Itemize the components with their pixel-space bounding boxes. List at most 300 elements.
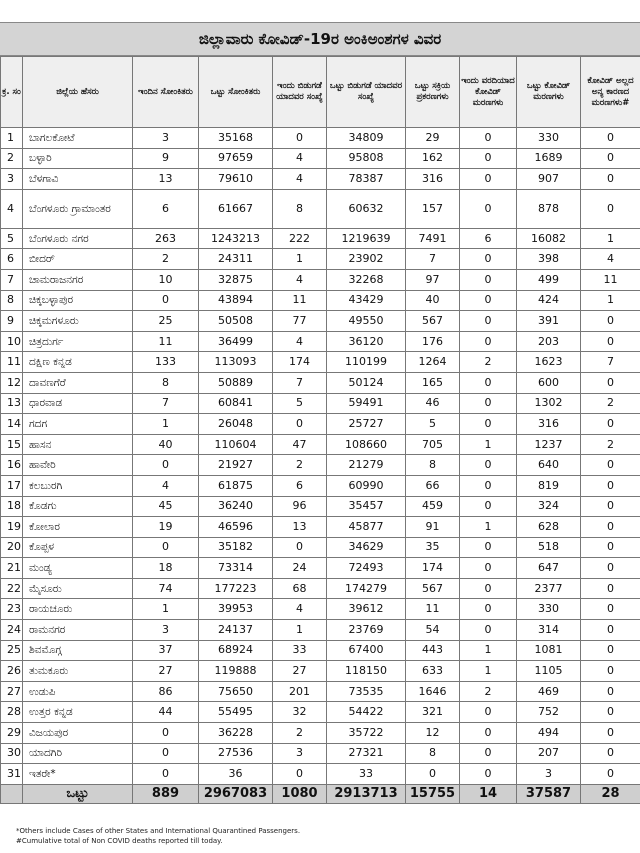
table-row [1,128,640,149]
district-name-cell: ಹಾಸನ [23,434,133,455]
serial-number-cell: 21 [1,558,23,579]
value-cell: 25 [133,311,199,332]
value-cell: 23902 [327,249,406,270]
value-cell: 0 [581,620,640,641]
district-name-cell: ಕೋಲಾರ [23,517,133,538]
value-cell: 18 [133,558,199,579]
column-header: ಜಿಲ್ಲೆಯ ಹೆಸರು [23,57,133,128]
value-cell: 47 [273,434,327,455]
value-cell: 1689 [517,148,581,169]
value-cell: 2 [273,455,327,476]
district-name-cell: ಮೈಸೂರು [23,578,133,599]
table-row [1,537,640,558]
value-cell: 4 [581,249,640,270]
value-cell: 33 [327,764,406,785]
value-cell: 0 [581,578,640,599]
table-row [1,620,640,641]
value-cell: 0 [133,743,199,764]
value-cell: 36499 [199,331,273,352]
value-cell: 39953 [199,599,273,620]
value-cell: 0 [581,681,640,702]
value-cell: 3 [133,128,199,149]
district-name-cell: ಯಾದಗಿರಿ [23,743,133,764]
value-cell: 1 [133,414,199,435]
value-cell: 0 [581,169,640,190]
footnotes [16,826,300,846]
value-cell: 1264 [406,352,460,373]
column-header: ಕೋವಿಡ್ ಅಲ್ಲದ ಅನ್ಯ ಕಾರಣದ ಮರಣಗಳು# [581,57,640,128]
value-cell: 97 [406,269,460,290]
value-cell: 0 [460,169,517,190]
district-name-cell: ರಾಯಚೂರು [23,599,133,620]
value-cell: 0 [460,372,517,393]
value-cell: 21279 [327,455,406,476]
serial-number-cell: 8 [1,290,23,311]
value-cell: 0 [581,189,640,228]
value-cell: 50508 [199,311,273,332]
total-sl-cell [1,784,23,803]
table-row [1,148,640,169]
value-cell: 6 [460,228,517,249]
table-row [1,702,640,723]
value-cell: 79610 [199,169,273,190]
value-cell: 1302 [517,393,581,414]
table-row [1,372,640,393]
column-header: ಒಟ್ಟು ಕೋವಿಡ್ ಮರಣಗಳು [517,57,581,128]
value-cell: 77 [273,311,327,332]
district-name-cell: ಬಾಗಲಕೋಟೆ [23,128,133,149]
value-cell: 0 [460,496,517,517]
value-cell: 8 [406,455,460,476]
value-cell: 59491 [327,393,406,414]
value-cell: 61667 [199,189,273,228]
serial-number-cell: 23 [1,599,23,620]
serial-number-cell: 18 [1,496,23,517]
total-cell: 2913713 [327,784,406,803]
table-row [1,434,640,455]
value-cell: 7 [133,393,199,414]
district-name-cell: ಧಾರವಾಡ [23,393,133,414]
total-cell: 2967083 [199,784,273,803]
value-cell: 7491 [406,228,460,249]
value-cell: 43894 [199,290,273,311]
value-cell: 222 [273,228,327,249]
value-cell: 330 [517,599,581,620]
value-cell: 96 [273,496,327,517]
value-cell: 2 [581,434,640,455]
value-cell: 11 [581,269,640,290]
value-cell: 0 [581,764,640,785]
total-cell: 1080 [273,784,327,803]
value-cell: 110604 [199,434,273,455]
serial-number-cell: 5 [1,228,23,249]
value-cell: 316 [406,169,460,190]
value-cell: 567 [406,578,460,599]
value-cell: 24 [273,558,327,579]
value-cell: 27 [273,661,327,682]
value-cell: 16082 [517,228,581,249]
value-cell: 44 [133,702,199,723]
value-cell: 0 [581,640,640,661]
total-label: ಒಟ್ಟು [23,784,133,803]
value-cell: 24311 [199,249,273,270]
report-title: ಜಿಲ್ಲಾವಾರು ಕೋವಿಡ್-19ರ ಅಂಕಿಅಂಶಗಳ ವಿವರ [0,22,640,56]
table-row [1,228,640,249]
table-row [1,455,640,476]
value-cell: 0 [581,455,640,476]
table-row [1,496,640,517]
table-row [1,578,640,599]
value-cell: 10 [133,269,199,290]
table-row [1,290,640,311]
value-cell: 86 [133,681,199,702]
value-cell: 40 [406,290,460,311]
total-cell: 15755 [406,784,460,803]
column-header: ಒಟ್ಟು ಸಕ್ರಿಯ ಪ್ರಕರಣಗಳು [406,57,460,128]
value-cell: 2 [133,249,199,270]
value-cell: 0 [273,414,327,435]
value-cell: 0 [460,702,517,723]
value-cell: 424 [517,290,581,311]
value-cell: 391 [517,311,581,332]
serial-number-cell: 19 [1,517,23,538]
district-name-cell: ವಿಜಯಪುರ [23,723,133,744]
value-cell: 174279 [327,578,406,599]
value-cell: 2 [460,352,517,373]
value-cell: 91 [406,517,460,538]
value-cell: 203 [517,331,581,352]
value-cell: 0 [133,455,199,476]
value-cell: 119888 [199,661,273,682]
value-cell: 0 [460,558,517,579]
value-cell: 5 [273,393,327,414]
serial-number-cell: 16 [1,455,23,476]
value-cell: 174 [406,558,460,579]
value-cell: 0 [460,393,517,414]
value-cell: 1 [273,249,327,270]
district-name-cell: ಬೆಳಗಾವಿ [23,169,133,190]
serial-number-cell: 1 [1,128,23,149]
value-cell: 2377 [517,578,581,599]
value-cell: 752 [517,702,581,723]
value-cell: 907 [517,169,581,190]
column-header: ಇಂದಿನ ಸೋಂಕಿತರು [133,57,199,128]
district-name-cell: ಉಡುಪಿ [23,681,133,702]
value-cell: 27536 [199,743,273,764]
serial-number-cell: 25 [1,640,23,661]
value-cell: 34809 [327,128,406,149]
value-cell: 0 [581,558,640,579]
value-cell: 7 [273,372,327,393]
serial-number-cell: 26 [1,661,23,682]
value-cell: 73314 [199,558,273,579]
value-cell: 459 [406,496,460,517]
serial-number-cell: 17 [1,475,23,496]
district-name-cell: ಗದಗ [23,414,133,435]
serial-number-cell: 27 [1,681,23,702]
value-cell: 0 [460,269,517,290]
value-cell: 72493 [327,558,406,579]
table-row [1,414,640,435]
value-cell: 0 [133,290,199,311]
value-cell: 5 [406,414,460,435]
value-cell: 45 [133,496,199,517]
value-cell: 40 [133,434,199,455]
value-cell: 263 [133,228,199,249]
district-name-cell: ಬೆಂಗಳೂರು ಗ್ರಾಮಾಂತರ [23,189,133,228]
district-name-cell: ಉತ್ತರ ಕನ್ನಡ [23,702,133,723]
table-row [1,352,640,373]
value-cell: 35182 [199,537,273,558]
serial-number-cell: 11 [1,352,23,373]
value-cell: 177223 [199,578,273,599]
value-cell: 133 [133,352,199,373]
value-cell: 54 [406,620,460,641]
serial-number-cell: 29 [1,723,23,744]
table-row [1,393,640,414]
value-cell: 174 [273,352,327,373]
footnote-non-covid: #Cumulative total of Non COVID deaths reported till today. [16,837,223,845]
value-cell: 0 [581,661,640,682]
value-cell: 13 [133,169,199,190]
value-cell: 0 [460,537,517,558]
value-cell: 1646 [406,681,460,702]
value-cell: 95808 [327,148,406,169]
value-cell: 45877 [327,517,406,538]
value-cell: 78387 [327,169,406,190]
value-cell: 11 [406,599,460,620]
value-cell: 157 [406,189,460,228]
value-cell: 55495 [199,702,273,723]
serial-number-cell: 2 [1,148,23,169]
value-cell: 11 [133,331,199,352]
value-cell: 647 [517,558,581,579]
value-cell: 0 [581,311,640,332]
value-cell: 0 [133,537,199,558]
value-cell: 2 [273,723,327,744]
column-header: ಒಟ್ಟು ಸೋಂಕಿತರು [199,57,273,128]
value-cell: 633 [406,661,460,682]
total-cell: 28 [581,784,640,803]
value-cell: 8 [273,189,327,228]
table-row [1,311,640,332]
value-cell: 0 [406,764,460,785]
value-cell: 321 [406,702,460,723]
value-cell: 60990 [327,475,406,496]
value-cell: 1 [581,290,640,311]
serial-number-cell: 20 [1,537,23,558]
value-cell: 33 [273,640,327,661]
table-row [1,764,640,785]
value-cell: 66 [406,475,460,496]
value-cell: 0 [581,723,640,744]
column-header: ಇಂದು ಬಿಡುಗಡೆ ಯಾದವರ ಸಂಖ್ಯೆ [273,57,327,128]
serial-number-cell: 7 [1,269,23,290]
value-cell: 3 [273,743,327,764]
value-cell: 494 [517,723,581,744]
table-row [1,723,640,744]
value-cell: 26048 [199,414,273,435]
value-cell: 50124 [327,372,406,393]
district-name-cell: ಹಾವೇರಿ [23,455,133,476]
value-cell: 1 [460,517,517,538]
table-row [1,475,640,496]
value-cell: 1 [460,661,517,682]
value-cell: 0 [460,189,517,228]
serial-number-cell: 22 [1,578,23,599]
value-cell: 3 [133,620,199,641]
value-cell: 0 [273,537,327,558]
district-name-cell: ದಕ್ಷಿಣ ಕನ್ನಡ [23,352,133,373]
value-cell: 36120 [327,331,406,352]
table-row [1,169,640,190]
value-cell: 36 [199,764,273,785]
total-cell: 37587 [517,784,581,803]
value-cell: 11 [273,290,327,311]
value-cell: 9 [133,148,199,169]
serial-number-cell: 12 [1,372,23,393]
district-name-cell: ಕಲಬುರಗಿ [23,475,133,496]
value-cell: 1243213 [199,228,273,249]
value-cell: 4 [273,269,327,290]
value-cell: 819 [517,475,581,496]
value-cell: 113093 [199,352,273,373]
value-cell: 162 [406,148,460,169]
value-cell: 0 [460,599,517,620]
value-cell: 36228 [199,723,273,744]
value-cell: 324 [517,496,581,517]
value-cell: 110199 [327,352,406,373]
value-cell: 0 [460,290,517,311]
value-cell: 314 [517,620,581,641]
value-cell: 118150 [327,661,406,682]
value-cell: 1 [273,620,327,641]
value-cell: 49550 [327,311,406,332]
value-cell: 0 [581,475,640,496]
value-cell: 398 [517,249,581,270]
value-cell: 0 [460,723,517,744]
value-cell: 7 [406,249,460,270]
district-name-cell: ಚಿತ್ರದುರ್ಗ [23,331,133,352]
serial-number-cell: 3 [1,169,23,190]
district-name-cell: ತುಮಕೂರು [23,661,133,682]
value-cell: 50889 [199,372,273,393]
district-stats-table [0,56,640,804]
value-cell: 0 [460,620,517,641]
value-cell: 0 [133,764,199,785]
column-header: ಕ್ರ. ಸಂ [1,57,23,128]
value-cell: 316 [517,414,581,435]
value-cell: 878 [517,189,581,228]
district-name-cell: ದಾವಣಗೆರೆ [23,372,133,393]
value-cell: 0 [581,128,640,149]
value-cell: 54422 [327,702,406,723]
value-cell: 36240 [199,496,273,517]
value-cell: 12 [406,723,460,744]
value-cell: 600 [517,372,581,393]
value-cell: 2 [581,393,640,414]
serial-number-cell: 30 [1,743,23,764]
district-name-cell: ಬೆಂಗಳೂರು ನಗರ [23,228,133,249]
district-name-cell: ರಾಮನಗರ [23,620,133,641]
table-row [1,558,640,579]
value-cell: 628 [517,517,581,538]
value-cell: 0 [460,578,517,599]
value-cell: 0 [460,414,517,435]
value-cell: 73535 [327,681,406,702]
serial-number-cell: 15 [1,434,23,455]
table-body [1,128,640,785]
value-cell: 32 [273,702,327,723]
value-cell: 3 [517,764,581,785]
value-cell: 74 [133,578,199,599]
value-cell: 23769 [327,620,406,641]
value-cell: 0 [460,311,517,332]
table-header-row [1,57,640,128]
value-cell: 46 [406,393,460,414]
total-cell: 889 [133,784,199,803]
value-cell: 34629 [327,537,406,558]
serial-number-cell: 6 [1,249,23,270]
district-name-cell: ಚಿಕ್ಕಬಳ್ಳಾಪುರ [23,290,133,311]
table-row [1,599,640,620]
table-row [1,517,640,538]
value-cell: 0 [581,496,640,517]
table-row [1,681,640,702]
value-cell: 21927 [199,455,273,476]
value-cell: 705 [406,434,460,455]
value-cell: 4 [273,148,327,169]
value-cell: 0 [273,764,327,785]
table-row [1,661,640,682]
value-cell: 32875 [199,269,273,290]
value-cell: 176 [406,331,460,352]
value-cell: 330 [517,128,581,149]
value-cell: 7 [581,352,640,373]
district-name-cell: ಚಾಮರಾಜನಗರ [23,269,133,290]
value-cell: 0 [133,723,199,744]
value-cell: 4 [133,475,199,496]
value-cell: 0 [460,764,517,785]
value-cell: 1219639 [327,228,406,249]
value-cell: 4 [273,331,327,352]
value-cell: 443 [406,640,460,661]
value-cell: 567 [406,311,460,332]
district-name-cell: ಕೊಪ್ಪಳ [23,537,133,558]
value-cell: 0 [581,148,640,169]
district-name-cell: ಇತರೇ* [23,764,133,785]
value-cell: 60632 [327,189,406,228]
value-cell: 0 [581,372,640,393]
value-cell: 29 [406,128,460,149]
value-cell: 27321 [327,743,406,764]
value-cell: 60841 [199,393,273,414]
value-cell: 1 [581,228,640,249]
total-cell: 14 [460,784,517,803]
value-cell: 1 [460,640,517,661]
footnote-others: *Others include Cases of other States and International Quarantined Passengers. [16,827,301,835]
value-cell: 0 [581,331,640,352]
value-cell: 35457 [327,496,406,517]
serial-number-cell: 4 [1,189,23,228]
value-cell: 469 [517,681,581,702]
value-cell: 0 [581,702,640,723]
value-cell: 0 [460,455,517,476]
table-row [1,269,640,290]
value-cell: 19 [133,517,199,538]
table-row [1,249,640,270]
value-cell: 0 [581,517,640,538]
